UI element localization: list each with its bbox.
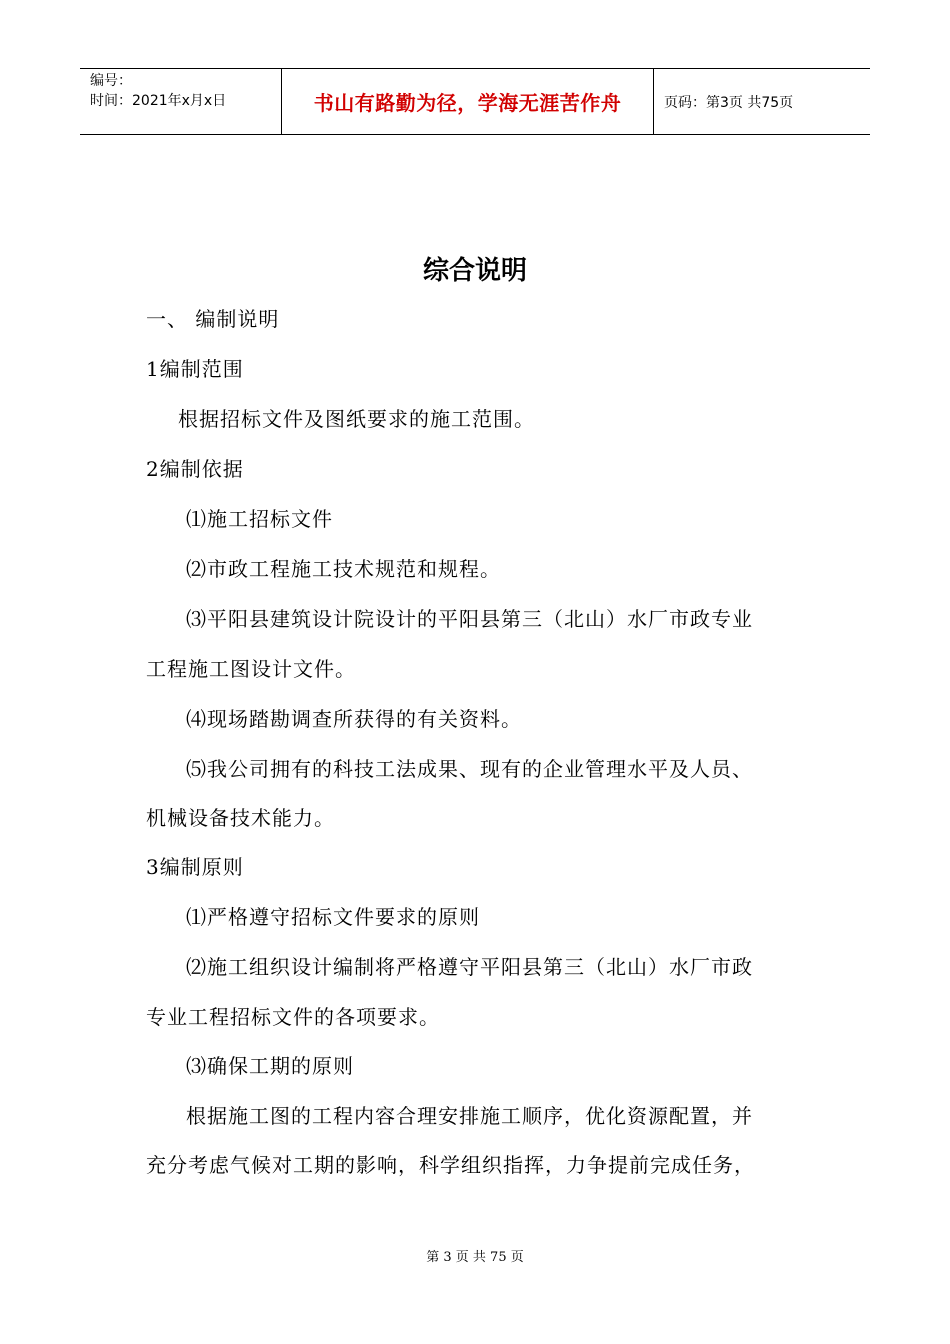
list-item-continuation: 工程施工图设计文件。 xyxy=(146,657,356,681)
paragraph-line: 根据施工图的工程内容合理安排施工顺序，优化资源配置，并 xyxy=(186,1104,753,1128)
list-item: ⑶确保工期的原则 xyxy=(186,1054,354,1078)
list-item: ⑵市政工程施工技术规范和规程。 xyxy=(186,557,501,581)
list-item-continuation: 机械设备技术能力。 xyxy=(146,806,335,830)
subsection-heading: 3编制原则 xyxy=(146,855,244,879)
list-item: ⑷现场踏勘调查所获得的有关资料。 xyxy=(186,707,522,731)
list-item: ⑸我公司拥有的科技工法成果、现有的企业管理水平及人员、 xyxy=(186,757,753,781)
header-motto: 书山有路勤为径，学海无涯苦作舟 xyxy=(313,91,622,115)
paragraph-line: 根据招标文件及图纸要求的施工范围。 xyxy=(178,407,535,431)
list-item: ⑶平阳县建筑设计院设计的平阳县第三（北山）水厂市政专业 xyxy=(186,607,753,631)
section-heading: 一、 编制说明 xyxy=(146,307,280,331)
document-title: 综合说明 xyxy=(422,256,527,286)
list-item: ⑴施工招标文件 xyxy=(186,507,333,531)
list-item: ⑴严格遵守招标文件要求的原则 xyxy=(186,905,480,929)
page-footer: 第 3 页 共 75 页 xyxy=(426,1250,524,1265)
subsection-heading: 1编制范围 xyxy=(146,357,244,381)
paragraph-line: 充分考虑气候对工期的影响，科学组织指挥，力争提前完成任务， xyxy=(146,1153,755,1177)
list-item-continuation: 专业工程招标文件的各项要求。 xyxy=(146,1005,440,1029)
document-number-label: 编号： xyxy=(90,73,132,89)
document-time-label: 时间：2021年x月x日 xyxy=(90,93,227,109)
header-page-info: 页码：第3页 共75页 xyxy=(664,94,794,111)
header-motto-cell xyxy=(282,69,654,134)
header-page-cell xyxy=(654,69,870,134)
list-item: ⑵施工组织设计编制将严格遵守平阳县第三（北山）水厂市政 xyxy=(186,955,753,979)
header-meta-cell xyxy=(80,69,282,134)
page-header xyxy=(80,68,870,135)
subsection-heading: 2编制依据 xyxy=(146,457,244,481)
